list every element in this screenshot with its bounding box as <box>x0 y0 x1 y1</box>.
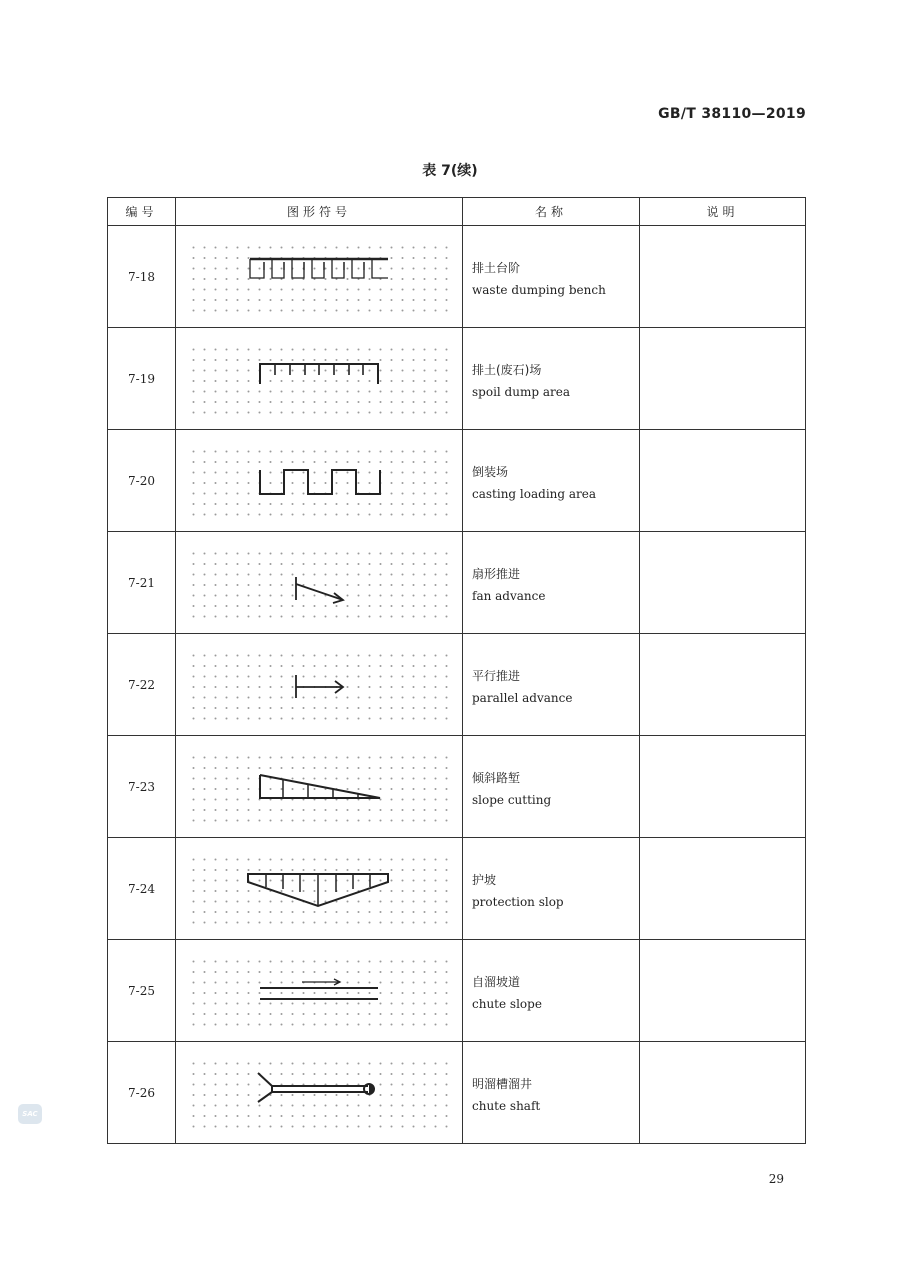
row-code: 7-20 <box>108 430 176 532</box>
name-zh: 护坡 <box>472 872 497 887</box>
loading-area-icon <box>188 446 450 516</box>
row-note <box>640 736 806 838</box>
table-row <box>108 226 806 328</box>
protection-slope-icon <box>188 854 450 924</box>
name-zh: 明溜槽溜井 <box>472 1076 533 1091</box>
row-note <box>640 838 806 940</box>
symbol-table <box>107 197 806 1144</box>
name-en: fan advance <box>472 588 546 603</box>
dump-area-icon <box>188 344 450 414</box>
page-number: 29 <box>768 1172 784 1186</box>
name-en: spoil dump area <box>472 384 570 399</box>
column-header-note: 说明 <box>640 198 806 226</box>
row-code: 7-26 <box>108 1042 176 1144</box>
row-code: 7-21 <box>108 532 176 634</box>
row-note <box>640 328 806 430</box>
row-code: 7-19 <box>108 328 176 430</box>
row-code: 7-22 <box>108 634 176 736</box>
column-header-code: 编号 <box>108 198 176 226</box>
name-en: waste dumping bench <box>472 282 606 297</box>
row-code: 7-24 <box>108 838 176 940</box>
row-code: 7-18 <box>108 226 176 328</box>
name-zh: 自溜坡道 <box>472 974 521 989</box>
row-note <box>640 940 806 1042</box>
name-en: slope cutting <box>472 792 552 807</box>
row-code: 7-25 <box>108 940 176 1042</box>
name-zh: 倒装场 <box>472 464 509 479</box>
name-en: protection slop <box>472 894 564 909</box>
slope-cutting-icon <box>188 752 450 822</box>
name-zh: 平行推进 <box>472 668 521 683</box>
bench-icon <box>188 242 450 312</box>
table-row <box>108 940 806 1042</box>
row-note <box>640 532 806 634</box>
sac-watermark: SAC <box>18 1104 42 1124</box>
table-row <box>108 532 806 634</box>
name-zh: 扇形推进 <box>472 566 521 581</box>
name-en: chute slope <box>472 996 542 1011</box>
table-row <box>108 328 806 430</box>
name-en: chute shaft <box>472 1098 541 1113</box>
row-note <box>640 430 806 532</box>
parallel-advance-icon <box>188 650 450 720</box>
chute-slope-icon <box>188 956 450 1026</box>
table-header-row <box>108 198 806 226</box>
name-zh: 排土台阶 <box>472 260 521 275</box>
name-en: casting loading area <box>472 486 597 501</box>
column-header-symbol: 图形符号 <box>176 198 463 226</box>
row-code: 7-23 <box>108 736 176 838</box>
row-note <box>640 1042 806 1144</box>
table-row <box>108 1042 806 1144</box>
column-header-name: 名称 <box>463 198 640 226</box>
chute-shaft-icon <box>188 1058 450 1128</box>
table-row <box>108 736 806 838</box>
row-note <box>640 634 806 736</box>
table-row <box>108 430 806 532</box>
row-note <box>640 226 806 328</box>
table-caption: 表 7(续) <box>422 163 478 179</box>
standard-code: GB/T 38110—2019 <box>658 106 806 122</box>
table-row <box>108 838 806 940</box>
fan-advance-icon <box>188 548 450 618</box>
name-en: parallel advance <box>472 690 573 705</box>
table-row <box>108 634 806 736</box>
name-zh: 排土(废石)场 <box>472 362 542 377</box>
name-zh: 倾斜路堑 <box>472 770 521 785</box>
